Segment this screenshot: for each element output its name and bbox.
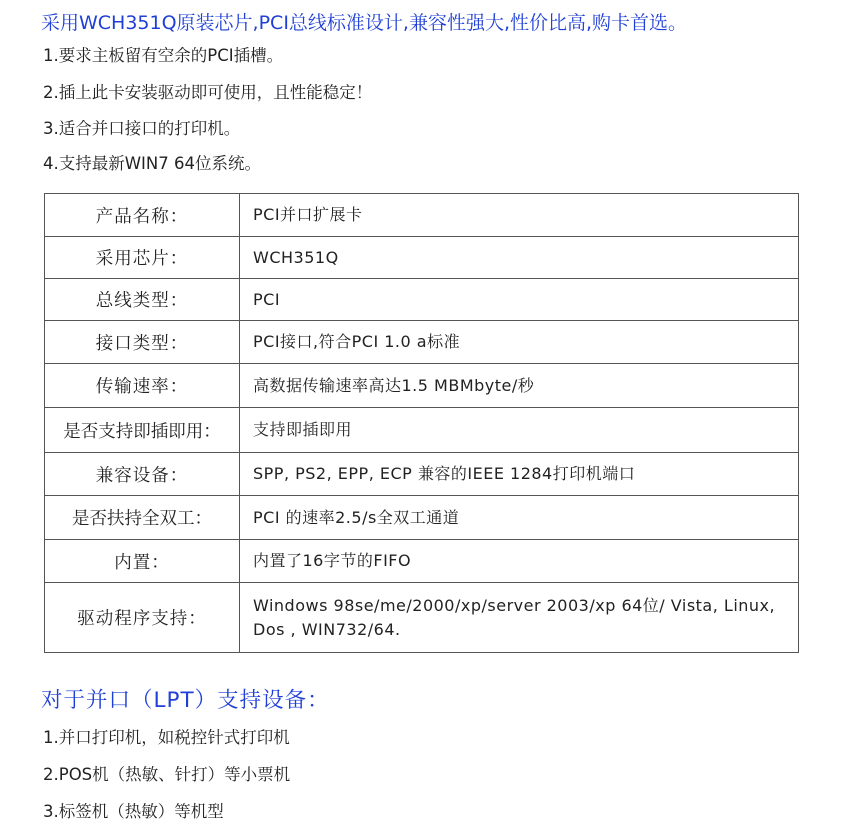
spec-value: PCI 的速率2.5/s全双工通道 <box>240 496 799 540</box>
device-item-1: 1.并口打印机，如税控针式打印机 <box>43 728 290 747</box>
spec-value: PCI <box>240 279 799 321</box>
device-item-2: 2.POS机（热敏、针打）等小票机 <box>43 765 291 784</box>
table-row <box>45 364 799 408</box>
spec-key: 传输速率： <box>45 364 240 408</box>
headline: 采用WCH351Q原装芯片,PCI总线标准设计,兼容性强大,性价比高,购卡首选。 <box>41 12 688 34</box>
spec-value: 高数据传输速率高达1.5 MBMbyte/秒 <box>240 364 799 408</box>
spec-key: 是否支持即插即用： <box>45 408 240 453</box>
table-row <box>45 453 799 496</box>
spec-key: 接口类型： <box>45 321 240 364</box>
device-item-3: 3.标签机（热敏）等机型 <box>43 802 224 821</box>
spec-value: SPP, PS2, EPP, ECP 兼容的IEEE 1284打印机端口 <box>240 453 799 496</box>
spec-value: PCI并口扩展卡 <box>240 194 799 237</box>
table-row <box>45 194 799 237</box>
spec-key: 产品名称： <box>45 194 240 237</box>
spec-key: 总线类型： <box>45 279 240 321</box>
table-row <box>45 496 799 540</box>
spec-table <box>44 193 799 653</box>
table-row <box>45 408 799 453</box>
spec-key: 是否扶持全双工： <box>45 496 240 540</box>
spec-key: 内置： <box>45 540 240 583</box>
table-row <box>45 540 799 583</box>
spec-value: Windows 98se/me/2000/xp/server 2003/xp 64位/ Vista, Linux, Dos , WIN732/64. <box>240 583 799 653</box>
spec-key: 兼容设备： <box>45 453 240 496</box>
table-row <box>45 321 799 364</box>
feature-item-4: 4.支持最新WIN7 64位系统。 <box>43 154 262 173</box>
spec-value: 内置了16字节的FIFO <box>240 540 799 583</box>
section-title: 对于并口（LPT）支持设备： <box>41 688 330 713</box>
feature-item-3: 3.适合并口接口的打印机。 <box>43 119 241 138</box>
table-row <box>45 583 799 653</box>
table-row <box>45 237 799 279</box>
table-row <box>45 279 799 321</box>
feature-item-2: 2.插上此卡安装驱动即可使用，且性能稳定！ <box>43 83 373 102</box>
spec-key: 驱动程序支持： <box>45 583 240 653</box>
spec-value: PCI接口,符合PCI 1.0 a标准 <box>240 321 799 364</box>
spec-key: 采用芯片： <box>45 237 240 279</box>
feature-item-1: 1.要求主板留有空余的PCI插槽。 <box>43 46 284 65</box>
spec-value: WCH351Q <box>240 237 799 279</box>
spec-value: 支持即插即用 <box>240 408 799 453</box>
